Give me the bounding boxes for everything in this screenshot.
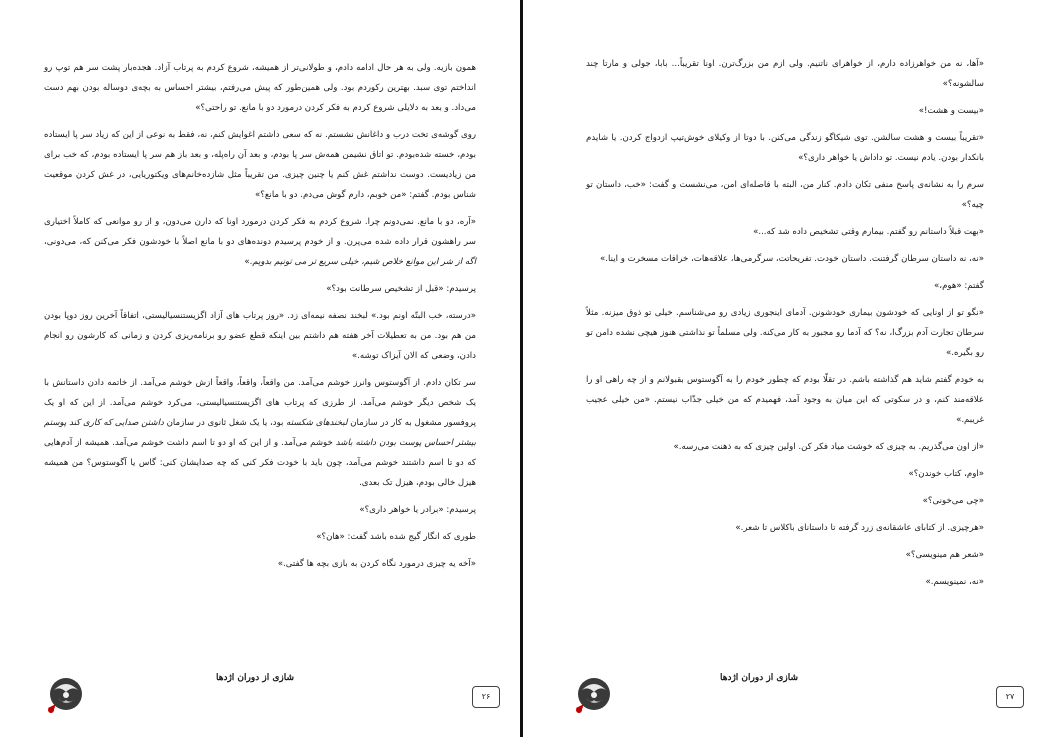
text-run: سرم را به نشانه‌ی پاسخ منفی تکان دادم. کنار من، البته با فاصله‌ای امن، می‌نشست و گفت: «خب، داستان تو چیه؟» [586,180,984,210]
text-run: «آها، نه من خواهرزاده دارم، از خواهرای ناتنیم. ولی ازم من بزرگ‌ترن. اونا تقریباً... بابا، جولی و مارتا چند سالشونه؟» [586,59,984,89]
text-run: سر تکان دادم. از آگوستوس وانرز خوشم می‌آمد. من واقعاً، واقعاً، واقعاً ازش خوشم می‌آمد. از خاتمه دادن داستانش با یک شخص دیگر خوشم می‌آمد. از طرزی که پرتاب های اگزیستنسیالیستی، می‌کرد خوشم می‌آمد. از این که او یک پروفسور مشغول به کار در سازمان [44,378,476,428]
dragon-logo-icon [44,674,86,716]
text-run: همون بازیه. ولی به هر حال ادامه دادم، و طولانی‌تر از همیشه، شروع کردم به پرتاب آزاد. هجده‌بار پشت سر هم توپ رو انداختم توی سبد. بهترین رکوردم بود. ولی همین‌طور که پیش می‌رفتم، بیشتر احساس به بچه‌ی دوساله بودن بهم دست می‌داد. و بعد به دلایلی شروع کردم به فکر کردن درمورد دو با مانع. تو راحتی؟» [44,63,476,113]
text-run: «بهت قبلاً داستانم رو گفتم. بیمارم وقتی تشخیص داده شد که...» [753,227,984,237]
page-number: ۲۷ [996,686,1024,708]
paragraph [44,58,476,118]
paragraph [586,491,984,511]
left-page-text [44,58,476,581]
text-run: «چی می‌خونی؟» [922,496,984,506]
text-run: به خودم گفتم شاید هم گذاشته باشم. در تقلّا بودم که چطور خودم را به آگوستوس بقبولانم و از چه راهی او را علاقه‌مند کنم، و در سکوتی که این میان به وجود آمد، فهمیدم که من خیلی جذّاب نیستم. «من خیلی عجیب غریبم.» [586,375,984,425]
text-run: «تقریباً بیست و هشت سالشن. توی شیکاگو زندگی می‌کنن. با دوتا از وکیلای خوش‌تیپ ازدواج کردن. یا شایدم بانکدار بودن. یادم نیست. تو داداش یا خواهر داری؟» [586,133,984,163]
text-run: «از اون می‌گذریم. به چیزی که خوشت میاد فکر کن. اولین چیزی که به ذهنت می‌رسه.» [673,442,984,452]
paragraph [586,54,984,94]
text-run: طوری که انگار گیج شده باشد گفت: «هان؟» [316,532,476,542]
paragraph [586,370,984,430]
italic-text: داشتن صدایی که کاری کند پوستم بیشتر احساس پوست بودن داشته باشد [44,418,476,448]
text-run: «شعر هم مینویسی؟» [905,550,984,560]
right-page-text [586,54,984,599]
text-run: «درسته، خب البتّه اونم بود.» لبخند نصفه نیمه‌ای زد. «روز پرتاب های آزاد اگزیستنسیالیستی، اتفاقاً آخرین روز دوپا بودن من هم بود. من به تعطیلات آخر هفته هم داشتم بین اینکه قطع عضو رو برنامه‌ریزی کردن و زمانی که کارشون رو انجام دادن، وضعی که الان آیزاک توشه.» [44,311,476,361]
paragraph [586,101,984,121]
left-page [0,0,520,737]
paragraph [586,249,984,269]
book-title: شازی از دوران اژدها [215,673,295,683]
paragraph [586,518,984,538]
book-title: شازی از دوران اژدها [719,673,799,683]
paragraph [44,212,476,272]
paragraph [586,128,984,168]
page-number: ۲۶ [472,686,500,708]
text-run: «بیست و هشت!» [918,106,984,116]
text-run: «نگو تو از اونایی که خودشون بیماری خودشونن. آدمای اینجوری زیادی رو می‌شناسم. خیلی تو ذوق میزنه. مثلاً سرطان تجارت آدم بزرگ‌ا، نه؟ که آدما رو مجبور به کار می‌کنه. ولی مسلماً تو نذاشتی هنوز هیچی نشده دامن تو رو بگیره.» [586,308,984,358]
text-run: گفتم: «هوم،» [934,281,984,291]
paragraph [44,373,476,493]
paragraph [44,500,476,520]
paragraph [586,545,984,565]
text-run: روی گوشه‌ی تخت درب و داغانش نشستم. نه که سعی داشتم اغوایش کنم، نه، فقط به نوعی از این که زیاد سر پا ایستاده بودم، خسته شده‌بودم. تو اتاق نشیمن همه‌ش سر پا بودم، و بعد آن راه‌پله، و بعد باز هم سر پا ایستاده بودم، که خب برای من زیادیست. دوست نداشتم غش کنم یا چنین چیزی. من تقریباً مثل شازده‌خانم‌های ویکتوریایی، در غش کردن موقعیت شناس بودم. گفتم: «من خوبم، دارم گوش می‌دم. دو با مانع؟» [44,130,476,200]
text-run: بود، یا یک شغل ثانوی در سازمان [163,418,287,428]
text-run: «آره، دو با مانع. نمی‌دونم چرا. شروع کردم به فکر کردن درمورد اونا که دارن می‌دون، و از رو موانعی که کاملاً اختیاری سر راهشون قرار داده شده می‌پرن. و از خودم پرسیدم دونده‌های دو با مانع اصلاً با خودشون فکر می‌کنن که، می‌دونی، [44,217,476,247]
paragraph [586,175,984,215]
text-run: «هرچیزی. از کتابای عاشقانه‌ی زرد گرفته تا داستانای باکلاس تا شعر.» [735,523,984,533]
right-page [524,0,1042,737]
text-run: خوشم می‌آمد. و از این که او دو تا اسم داشت خوشم می‌آمد. همیشه از آدم‌هایی که دو تا اسم داشتند خوشم می‌آمد، چون باید با خودت فکر کنی که چه صدایشان کنی: گاس یا آگوستوس؟ من همیشه هیزل خالی بودم، هیزل تک بعدی. [44,438,476,488]
paragraph [44,125,476,205]
text-run: .» [244,257,253,267]
paragraph [586,276,984,296]
page-divider [520,0,523,737]
paragraph [586,437,984,457]
paragraph [586,464,984,484]
paragraph [586,572,984,592]
italic-text: لبخندهای شکسته [286,418,348,428]
text-run: «نه، نه داستان سرطان گرفتنت. داستان خودت. تفریحاتت، سرگرمی‌ها، علاقه‌هات، خرافات مسخرت و اینا.» [600,254,984,264]
paragraph [44,279,476,299]
text-run: «اوم، کتاب خوندن؟» [908,469,984,479]
paragraph [586,222,984,242]
italic-text: اگه از شر این موانع خلاص شیم، خیلی سریع تر می تونیم بدویم [252,257,476,267]
dragon-logo-icon [572,674,614,716]
text-run: پرسیدم: «قبل از تشخیص سرطانت بود؟» [326,284,476,294]
paragraph [44,306,476,366]
paragraph [44,527,476,547]
text-run: پرسیدم: «برادر یا خواهر داری؟» [359,505,476,515]
paragraph [586,303,984,363]
text-run: «نه، نمینویسم.» [925,577,984,587]
text-run: «آخه یه چیزی درمورد نگاه کردن به بازی بچه ها گفتی.» [277,559,476,569]
paragraph [44,554,476,574]
